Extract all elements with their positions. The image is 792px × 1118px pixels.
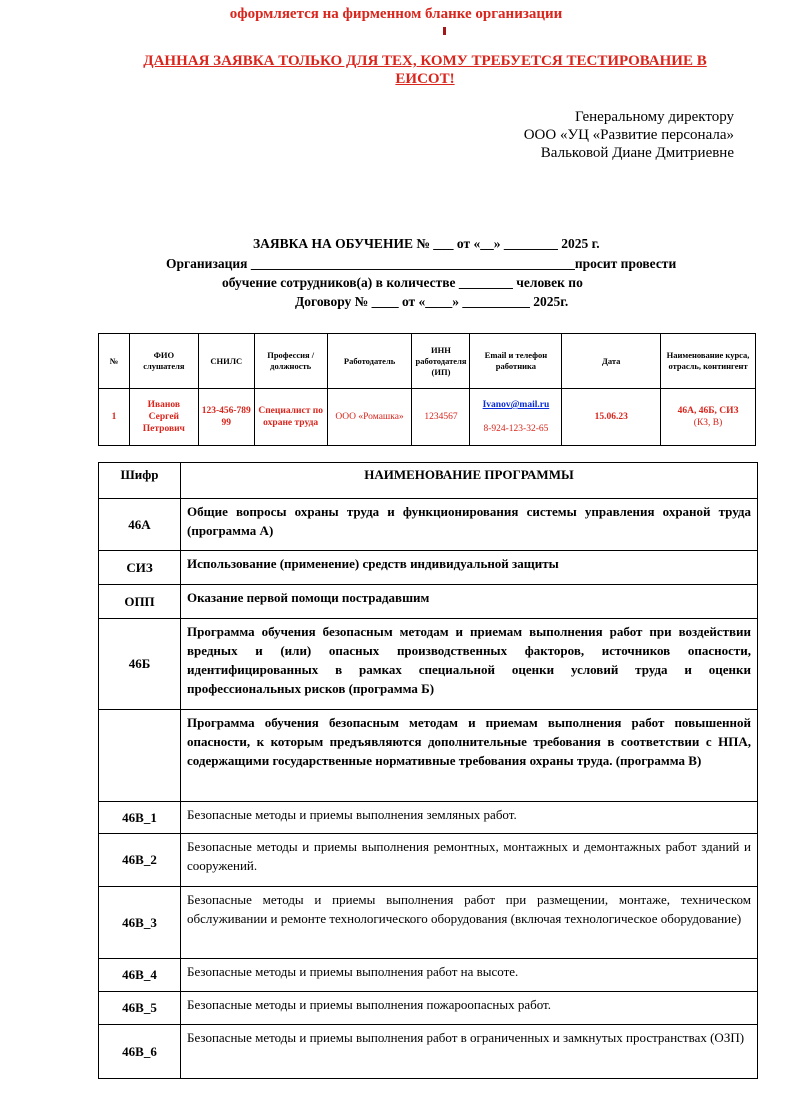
addressee-block [524, 108, 734, 162]
program-row [99, 499, 758, 551]
addressee-position: Генеральному директору [574, 109, 734, 125]
program-name: Безопасные методы и приемы выполнения пожароопасных работ. [181, 992, 758, 1025]
programs-header-row [99, 463, 758, 499]
col-inn: ИНН работодателя (ИП) [412, 334, 470, 389]
program-row [99, 887, 758, 959]
row-employer: ООО «Ромашка» [327, 389, 412, 446]
course-contingent: (КЗ, В) [693, 418, 723, 428]
row-snils: 123-456-789 99 [198, 389, 254, 446]
row-inn: 1234567 [412, 389, 470, 446]
program-name: Безопасные методы и приемы выполнения работ при размещении, монтаже, техническом обслуживании и ремонте технологического оборудования (включая технологическое оборудование) [181, 887, 758, 959]
col-num: № [99, 334, 130, 389]
col-fio: ФИО слушателя [129, 334, 198, 389]
program-code: 46В_5 [99, 992, 181, 1025]
program-row [99, 1025, 758, 1079]
col-employer: Работодатель [327, 334, 412, 389]
program-name: Безопасные методы и приемы выполнения ремонтных, монтажных и демонтажных работ зданий и сооружений. [181, 834, 758, 887]
program-row [99, 834, 758, 887]
program-code: 46В_6 [99, 1025, 181, 1079]
program-name: Программа обучения безопасным методам и приемам выполнения работ повышенной опасности, к которым предъявляются дополнительные требования в соответствии с НПА, содержащими государственные нормативные требования охраны труда. (программа В) [181, 710, 758, 802]
program-code: ОПП [99, 585, 181, 619]
employee-email-link[interactable]: Ivanov@mail.ru [482, 400, 550, 410]
program-name: Оказание первой помощи пострадавшим [181, 585, 758, 619]
program-code: 46Б [99, 619, 181, 710]
program-code: 46В_1 [99, 802, 181, 834]
program-code: СИЗ [99, 551, 181, 585]
programs-table [98, 462, 758, 1079]
row-num: 1 [99, 389, 130, 446]
program-row [99, 802, 758, 834]
program-name: Безопасные методы и приемы выполнения работ на высоте. [181, 959, 758, 992]
request-organization-line: Организация ________________________________________________просит провести [166, 256, 677, 271]
program-name: Безопасные методы и приемы выполнения работ в ограниченных и замкнутых пространствах (ОЗП) [181, 1025, 758, 1079]
program-code [99, 710, 181, 802]
col-contacts: Email и телефон работника [470, 334, 562, 389]
row-position: Специалист по охране труда [254, 389, 327, 446]
col-date: Дата [562, 334, 661, 389]
col-snils: СНИЛС [198, 334, 254, 389]
program-row [99, 619, 758, 710]
program-name: Использование (применение) средств индивидуальной защиты [181, 551, 758, 585]
program-code: 46В_4 [99, 959, 181, 992]
employees-table [98, 333, 756, 446]
employees-header-row [99, 334, 756, 389]
col-course: Наименование курса, отрасль, контингент [661, 334, 756, 389]
ensot-warning: ДАННАЯ ЗАЯВКА ТОЛЬКО ДЛЯ ТЕХ, КОМУ ТРЕБУЕТСЯ ТЕСТИРОВАНИЕ В ЕИСОТ! [143, 53, 707, 87]
row-course [661, 389, 756, 446]
program-row [99, 710, 758, 802]
letterhead-note: оформляется на фирменном бланке организации [229, 6, 563, 22]
program-code: 46В_3 [99, 887, 181, 959]
request-title: ЗАЯВКА НА ОБУЧЕНИЕ № ___ от «__» ________ 2025 г. [253, 236, 600, 251]
text-cursor-mark [443, 27, 446, 35]
program-code: 46А [99, 499, 181, 551]
program-name: Общие вопросы охраны труда и функционирования системы управления охраной труда (программа А) [181, 499, 758, 551]
col-position: Профессия /должность [254, 334, 327, 389]
table-row [99, 389, 756, 446]
request-contract-line: Договору № ____ от «____» __________ 2025г. [295, 294, 569, 309]
program-row [99, 585, 758, 619]
row-date: 15.06.23 [562, 389, 661, 446]
addressee-company: ООО «УЦ «Развитие персонала» [523, 127, 734, 143]
employee-phone: 8-924-123-32-65 [483, 424, 549, 434]
addressee-name: Вальковой Диане Дмитриевне [540, 145, 734, 161]
program-name: Программа обучения безопасным методам и приемам выполнения работ при воздействии вредных и (или) опасных производственных факторов, источников опасности, идентифицированных в рамках специальной оценки условий труда и оценки профессиональных рисков (программа Б) [181, 619, 758, 710]
row-fio: Иванов Сергей Петрович [129, 389, 198, 446]
program-code: 46В_2 [99, 834, 181, 887]
program-name: Безопасные методы и приемы выполнения земляных работ. [181, 802, 758, 834]
program-row [99, 992, 758, 1025]
request-count-line: обучение сотрудников(а) в количестве ________ человек по [222, 275, 583, 290]
row-contacts [470, 389, 562, 446]
programs-col-code: Шифр [99, 463, 181, 499]
program-row [99, 551, 758, 585]
course-codes: 46А, 46Б, СИЗ [677, 406, 739, 416]
programs-col-name: НАИМЕНОВАНИЕ ПРОГРАММЫ [181, 463, 758, 499]
program-row [99, 959, 758, 992]
